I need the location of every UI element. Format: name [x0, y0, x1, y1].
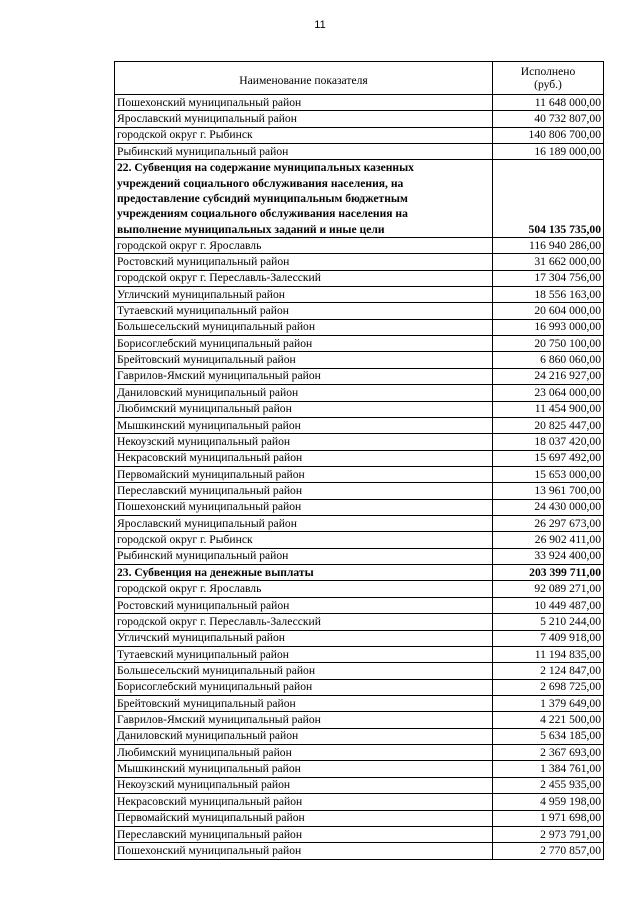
executed-amount: 2 367 693,00	[493, 745, 604, 761]
executed-amount: 33 924 400,00	[493, 548, 604, 564]
table-row	[115, 745, 604, 761]
territory-name: Некоузский муниципальный район	[115, 777, 493, 793]
table-row	[115, 450, 604, 466]
executed-amount: 116 940 286,00	[493, 237, 604, 253]
territory-name: Борисоглебский муниципальный район	[115, 679, 493, 695]
executed-amount: 26 297 673,00	[493, 516, 604, 532]
territory-name: Большесельский муниципальный район	[115, 319, 493, 335]
executed-amount: 13 961 700,00	[493, 483, 604, 499]
table-row	[115, 434, 604, 450]
territory-name: городской округ г. Ярославль	[115, 237, 493, 253]
table-row	[115, 417, 604, 433]
executed-amount: 15 697 492,00	[493, 450, 604, 466]
table-row	[115, 761, 604, 777]
table-row	[115, 144, 604, 160]
executed-amount: 4 221 500,00	[493, 712, 604, 728]
territory-name: Переславский муниципальный район	[115, 826, 493, 842]
executed-amount: 140 806 700,00	[493, 127, 604, 143]
table-row	[115, 810, 604, 826]
table-row	[115, 237, 604, 253]
table-row	[115, 368, 604, 384]
territory-name: Первомайский муниципальный район	[115, 466, 493, 482]
executed-amount: 1 379 649,00	[493, 695, 604, 711]
section-total-value: 203 399 711,00	[493, 565, 604, 581]
executed-amount: 5 634 185,00	[493, 728, 604, 744]
executed-amount: 11 454 900,00	[493, 401, 604, 417]
executed-amount: 15 653 000,00	[493, 466, 604, 482]
table-row	[115, 254, 604, 270]
executed-amount: 31 662 000,00	[493, 254, 604, 270]
table-row	[115, 614, 604, 630]
table-row	[115, 843, 604, 859]
territory-name: Некрасовский муниципальный район	[115, 794, 493, 810]
table-row	[115, 826, 604, 842]
territory-name: городской округ г. Переславль-Залесский	[115, 270, 493, 286]
header-value-cell	[493, 62, 604, 95]
section-title-cell	[115, 160, 493, 237]
table-row	[115, 532, 604, 548]
executed-amount: 16 189 000,00	[493, 144, 604, 160]
table-row	[115, 352, 604, 368]
table-row	[115, 385, 604, 401]
table-row	[115, 401, 604, 417]
executed-amount: 7 409 918,00	[493, 630, 604, 646]
territory-name: Любимский муниципальный район	[115, 401, 493, 417]
executed-amount: 2 698 725,00	[493, 679, 604, 695]
executed-amount: 5 210 244,00	[493, 614, 604, 630]
territory-name: городской округ г. Переславль-Залесский	[115, 614, 493, 630]
table-row	[115, 794, 604, 810]
executed-amount: 20 604 000,00	[493, 303, 604, 319]
territory-name: городской округ г. Рыбинск	[115, 532, 493, 548]
territory-name: Переславский муниципальный район	[115, 483, 493, 499]
executed-amount: 20 750 100,00	[493, 336, 604, 352]
table-row	[115, 630, 604, 646]
territory-name: Рыбинский муниципальный район	[115, 144, 493, 160]
section-title-line: предоставление субсидий муниципальным бюджетным	[117, 192, 408, 206]
executed-amount: 6 860 060,00	[493, 352, 604, 368]
executed-amount: 92 089 271,00	[493, 581, 604, 597]
territory-name: Тутаевский муниципальный район	[115, 303, 493, 319]
territory-name: Рыбинский муниципальный район	[115, 548, 493, 564]
executed-amount: 2 973 791,00	[493, 826, 604, 842]
executed-amount: 2 770 857,00	[493, 843, 604, 859]
territory-name: Ярославский муниципальный район	[115, 516, 493, 532]
executed-amount: 18 556 163,00	[493, 287, 604, 303]
table-row	[115, 483, 604, 499]
executed-amount: 20 825 447,00	[493, 417, 604, 433]
table-row	[115, 663, 604, 679]
territory-name: Гаврилов-Ямский муниципальный район	[115, 368, 493, 384]
territory-name: Пошехонский муниципальный район	[115, 499, 493, 515]
table-row	[115, 95, 604, 111]
territory-name: Угличский муниципальный район	[115, 287, 493, 303]
table-row	[115, 466, 604, 482]
executed-amount: 23 064 000,00	[493, 385, 604, 401]
territory-name: Мышкинский муниципальный район	[115, 761, 493, 777]
executed-amount: 1 384 761,00	[493, 761, 604, 777]
territory-name: городской округ г. Ярославль	[115, 581, 493, 597]
section-title-line: учреждениям социального обслуживания населения на	[117, 207, 408, 221]
table-row	[115, 270, 604, 286]
territory-name: Гаврилов-Ямский муниципальный район	[115, 712, 493, 728]
executed-amount: 16 993 000,00	[493, 319, 604, 335]
territory-name: Ярославский муниципальный район	[115, 111, 493, 127]
territory-name: Даниловский муниципальный район	[115, 728, 493, 744]
executed-amount: 17 304 756,00	[493, 270, 604, 286]
territory-name: городской округ г. Рыбинск	[115, 127, 493, 143]
table-row	[115, 548, 604, 564]
territory-name: Брейтовский муниципальный район	[115, 695, 493, 711]
table-row	[115, 695, 604, 711]
header-name-label: Наименование показателя	[239, 73, 368, 87]
page-number: 11	[314, 19, 326, 31]
table-row	[115, 319, 604, 335]
territory-name: Мышкинский муниципальный район	[115, 417, 493, 433]
table-body	[115, 62, 604, 860]
table-row	[115, 303, 604, 319]
territory-name: Ростовский муниципальный район	[115, 254, 493, 270]
report-table	[114, 61, 604, 860]
table-row	[115, 127, 604, 143]
territory-name: Ростовский муниципальный район	[115, 597, 493, 613]
executed-amount: 26 902 411,00	[493, 532, 604, 548]
table-row	[115, 499, 604, 515]
header-value-unit: (руб.)	[534, 78, 562, 91]
section-row	[115, 160, 604, 237]
table-row	[115, 111, 604, 127]
executed-amount: 40 732 807,00	[493, 111, 604, 127]
executed-amount: 2 124 847,00	[493, 663, 604, 679]
territory-name: Угличский муниципальный район	[115, 630, 493, 646]
table-row	[115, 679, 604, 695]
section-total-value: 504 135 735,00	[493, 160, 604, 237]
table-row	[115, 728, 604, 744]
executed-amount: 4 959 198,00	[493, 794, 604, 810]
executed-amount: 1 971 698,00	[493, 810, 604, 826]
territory-name: Борисоглебский муниципальный район	[115, 336, 493, 352]
territory-name: Пошехонский муниципальный район	[115, 843, 493, 859]
table-row	[115, 712, 604, 728]
section-title-line: учреждений социального обслуживания населения, на	[117, 176, 404, 190]
executed-amount: 2 455 935,00	[493, 777, 604, 793]
territory-name: Тутаевский муниципальный район	[115, 646, 493, 662]
table-row	[115, 777, 604, 793]
header-value-label: Исполнено	[520, 65, 576, 78]
table-row	[115, 516, 604, 532]
table-row	[115, 287, 604, 303]
table-header-row	[115, 62, 604, 95]
header-name-cell	[115, 62, 493, 95]
section-title-line: выполнение муниципальных заданий и иные цели	[117, 222, 385, 236]
territory-name: Большесельский муниципальный район	[115, 663, 493, 679]
table-row	[115, 336, 604, 352]
territory-name: Брейтовский муниципальный район	[115, 352, 493, 368]
territory-name: Первомайский муниципальный район	[115, 810, 493, 826]
executed-amount: 18 037 420,00	[493, 434, 604, 450]
section-title-line: 22. Субвенция на содержание муниципальных казенных	[117, 161, 414, 175]
section-row	[115, 565, 604, 581]
territory-name: Даниловский муниципальный район	[115, 385, 493, 401]
table-row	[115, 646, 604, 662]
territory-name: Пошехонский муниципальный район	[115, 95, 493, 111]
executed-amount: 11 194 835,00	[493, 646, 604, 662]
territory-name: Некоузский муниципальный район	[115, 434, 493, 450]
executed-amount: 24 430 000,00	[493, 499, 604, 515]
section-title-cell	[115, 565, 493, 581]
executed-amount: 11 648 000,00	[493, 95, 604, 111]
executed-amount: 24 216 927,00	[493, 368, 604, 384]
table-row	[115, 597, 604, 613]
executed-amount: 10 449 487,00	[493, 597, 604, 613]
table-row	[115, 581, 604, 597]
territory-name: Некрасовский муниципальный район	[115, 450, 493, 466]
territory-name: Любимский муниципальный район	[115, 745, 493, 761]
section-title-line: 23. Субвенция на денежные выплаты	[117, 565, 314, 579]
